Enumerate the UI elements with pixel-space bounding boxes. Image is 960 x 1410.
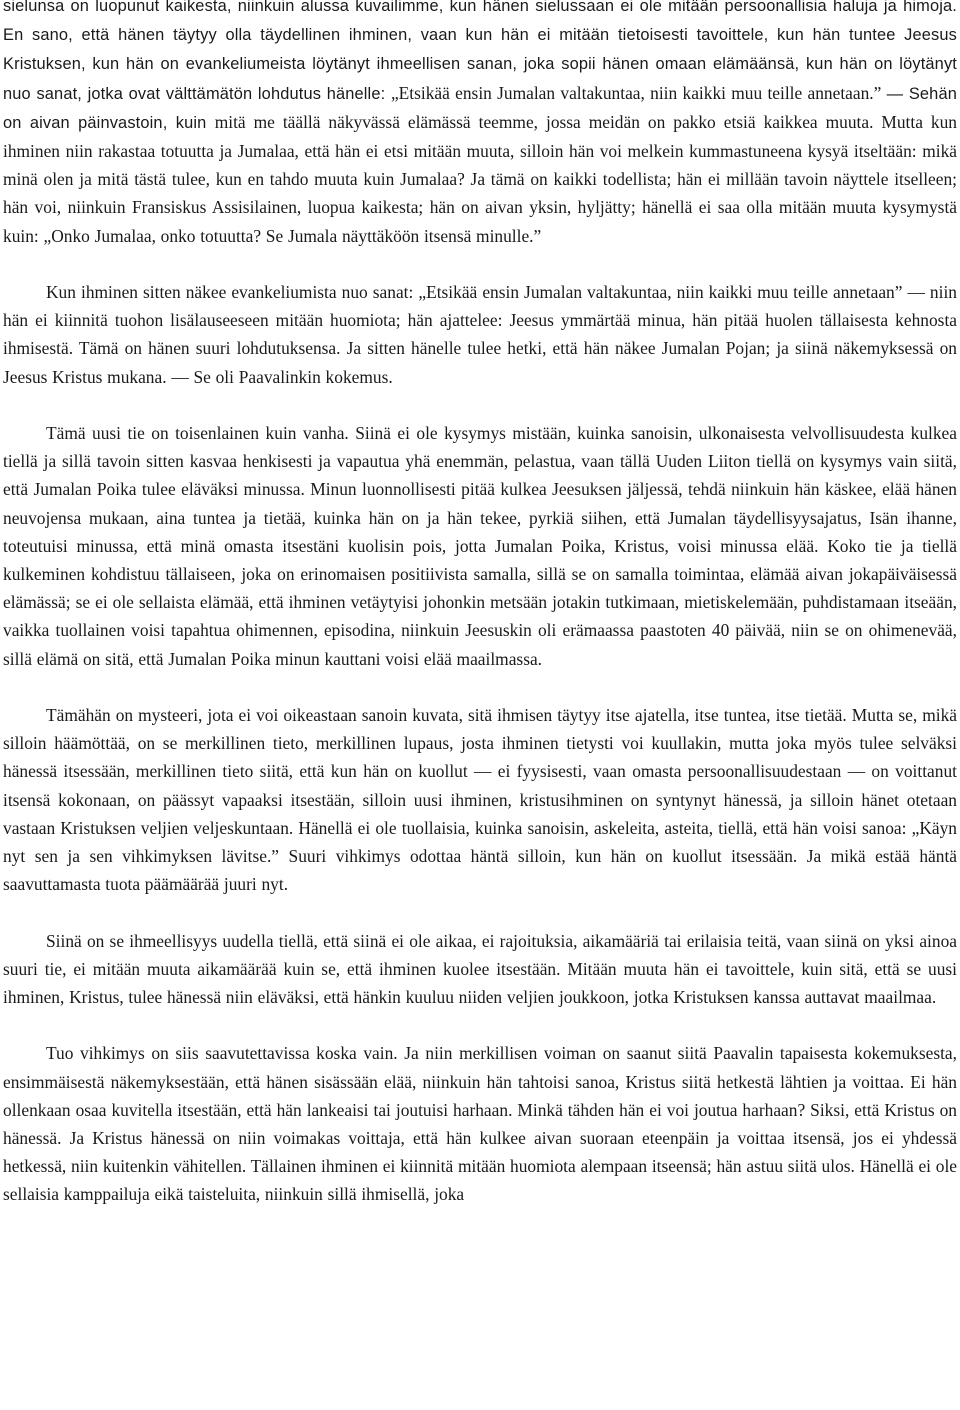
paragraph: [3, 1039, 957, 1208]
paragraph: [3, 278, 957, 391]
paragraph-text: — Sehän on aivan päinvastoin, kuin: [3, 84, 957, 132]
paragraph-text: Siinä on se ihmeellisyys uudella tiellä, että siinä ei ole aikaa, ei rajoituksia, aikamääriä tai erilaisia teitä, vaan siinä on yksi ainoa suuri tie, ei mitään muuta aikamäärää kuin se, että ihminen kuolee itsestään. Mitään muuta hän ei tavoittele, kuin sitä, että se uusi ihminen, Kristus, tulee hänessä niin eläväksi, että hänkin kuuluu niiden veljien joukkoon, jotka Kristuksen kanssa auttavat maailmaa.: [3, 930, 957, 1008]
paragraph-text: Tämä uusi tie on toisenlainen kuin vanha. Siinä ei ole kysymys mistään, kuinka sanoisin, ulkonaisesta velvollisuudesta kulkea tiellä ja sillä tavoin sitten kasvaa henkisesti ja vapautua yhä enemmän, pelastua, vaan tällä Uuden Liiton tiellä on kysymys vain siitä, että Jumalan Poika tulee eläväksi minussa. Minun luonnollisesti pitää kulkea Jeesuksen jäljessä, tehdä niinkuin hän käskee, elää hänen neuvojensa mukaan, aina tuntea ja tietää, kuinka hän on ja hän tekee, pyrkiä siihen, että Jumalan täydellisyysajatus, Isän ihanne, toteutuisi minussa, että minä omasta itsestäni kuolisin pois, jotta Jumalan Poika, Kristus, voisi minussa elää. Koko tie ja tiellä kulkeminen kohdistuu tällaiseen, joka on erinomaisen positiivista samalla, sillä se on samalla toimintaa, elämää aivan jokapäiväisessä elämässä; se ei ole sellaista elämää, että ihminen vetäytyisi johonkin metsään jotakin tutkimaan, mietiskelemään, puhdistamaan itseään, vaikka tuollainen voisi tapahtua ohimennen, episodina, niinkuin Jeesuskin oli erämaassa paastoten 40 päivää, niin se on ohimenevää, sillä elämä on sitä, että Jumalan Poika minun kauttani voisi elää maailmassa.: [3, 423, 957, 669]
paragraph-text: Tuo vihkimys on siis saavutettavissa koska vain. Ja niin merkillisen voiman on saanut siitä Paavalin tapaisesta kokemuksesta, ensimmäisestä näkemyksestään, että hänen sisässään elää, niinkuin hän tahtoisi sanoa, Kristus siitä hetkestä lähtien ja voittaa. Ei hän ollenkaan osaa kuvitella itsestään, että hän lankeaisi tai joutuisi harhaan. Minkä tähden hän ei voi joutua harhaan? Siksi, että Kristus on hänessä. Ja Kristus hänessä on niin voimakas voittaja, että hän kulkee aivan suoraan eteenpäin ja voittaa itsensä, jos ei yhdessä hetkessä, niin kuitenkin vähitellen. Tällainen ihminen ei kiinnitä mitään huomiota alempaan itseensä; hän astuu siitä ulos. Hänellä ei ole sellaisia kamppailuja eikä taisteluita, niinkuin sillä ihmisellä, joka: [3, 1043, 957, 1205]
paragraph-text: mitä me täällä näkyvässä elämässä teemme, jossa meidän on pakko etsiä kaikkea muuta. Mutta kun ihminen niin rakastaa totuutta ja Jumalaa, että hän ei etsi mitään muuta, silloin hän voi melkein kummastuneena kysyä itseltään: mikä minä olen ja mitä tästä tulee, kun en tahdo muuta kuin Jumalaa? Ja tämä on kaikki todellista; hän ei millään tavoin näyttele itselleen; hän voi, niinkuin Fransiskus Assisilainen, luopua kaikesta; hän on aivan yksin, hyljätty; hänellä ei saa olla mitään muuta kysymystä kuin: „Onko Jumalaa, onko totuutta? Se Jumala näyttäköön itsensä minulle.”: [3, 111, 957, 246]
paragraph: [3, 419, 957, 673]
paragraph-text: Tämähän on mysteeri, jota ei voi oikeastaan sanoin kuvata, sitä ihmisen täytyy itse ajatella, itse tuntea, itse tietää. Mutta se, mikä silloin häämöttää, on se merkillinen tieto, merkillinen lupaus, josta ihminen tietysti voi kuullakin, mutta joka myös tulee selväksi hänessä itsessään, merkillinen tieto siitä, että kun hän on kuollut — ei fyysisesti, vaan omasta persoonallisuudestaan — on voittanut itsensä kokonaan, on päässyt vapaaksi itsestään, silloin uusi ihminen, kristusihminen on syntynyt hänessä, ja silloin hänet otetaan vastaan Kristuksen veljien veljeskuntaan. Hänellä ei ole tuollaisia, kuinka sanoisin, askeleita, asteita, tiellä, että hän voisi sanoa: „Käyn nyt sen ja sen vihkimyksen lävitse.” Suuri vihkimys odottaa häntä silloin, kun hän on kuollut itsessään. Ja mikä estää häntä saavuttamasta tuota päämäärää juuri nyt.: [3, 705, 957, 895]
paragraph-text: Kun ihminen sitten näkee evankeliumista nuo sanat: „Etsikää ensin Jumalan valtakuntaa, niin kaikki muu teille annetaan” — niin hän ei kiinnitä tuohon lisälauseeseen mitään huomiota; hän ajattelee: Jeesus ymmärtää minua, hän pitää huolen tällaisesta kehnosta ihmisestä. Tämä on hänen suuri lohdutuksensa. Ja sitten hänelle tulee hetki, että hän näkee Jumalan Pojan; ja siinä näkemyksessä on Jeesus Kristus mukana. — Se oli Paavalinkin kokemus.: [3, 282, 957, 387]
paragraph: [3, 701, 957, 898]
paragraph: [3, 927, 957, 1012]
document-page: [3, 0, 957, 1237]
paragraph: [3, 0, 957, 250]
paragraph-quote: „Etsikää ensin Jumalan valtakuntaa, niin kaikki muu teille annetaan.”: [390, 82, 887, 103]
paragraph-text: sielunsa on luopunut kaikesta, niinkuin alussa kuvailimme, kun hänen sielussaan ei ole mitään persoonallisia haluja ja himoja. En sano, että hänen täytyy olla täydellinen ihminen, vaan kun hän ei mitään tietoisesti tavoittele, kun hän tuntee Jeesus Kristuksen, kun hän on evankeliumeista löytänyt ihmeellisen sanan, joka sopii hänen omaan elämäänsä, kun hän on löytänyt nuo sanat, jotka ovat välttämätön lohdutus hänelle:: [3, 0, 957, 103]
